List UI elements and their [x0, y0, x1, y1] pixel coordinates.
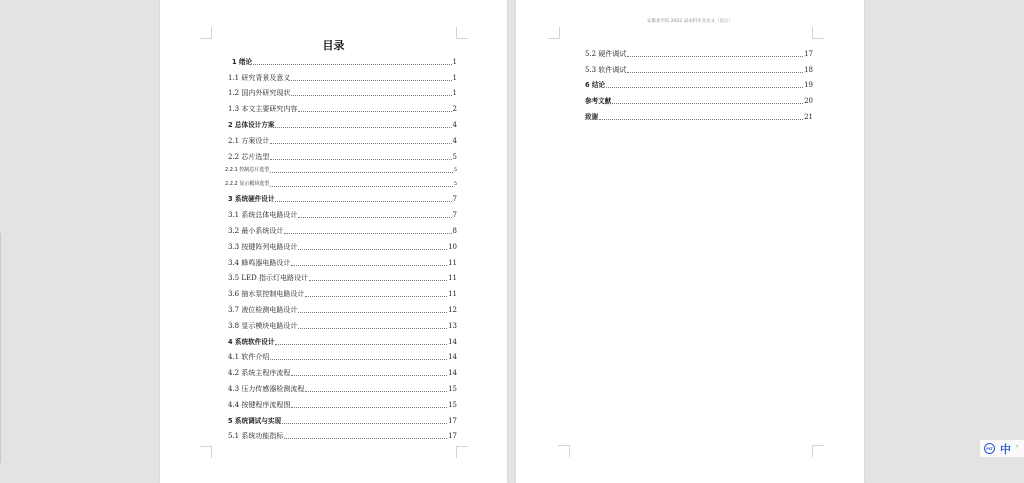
- toc-entry[interactable]: [585, 106, 813, 122]
- toc-leader-dots: [627, 71, 803, 73]
- toc-entry[interactable]: [228, 83, 457, 99]
- toc-entry-page-number: 17: [448, 416, 457, 425]
- left-scroll-rail: [0, 233, 1, 463]
- toc-entry-page-number: 4: [452, 120, 457, 129]
- toc-leader-dots: [291, 406, 447, 408]
- toc-entry-label: 3.7 液位检测电路设计: [228, 305, 298, 314]
- toc-leader-dots: [270, 158, 451, 160]
- toc-leader-dots: [606, 86, 803, 88]
- toc-entry-page-number: 11: [448, 258, 457, 267]
- toc-entry-page-number: 21: [804, 112, 813, 121]
- toc-entry-page-number: 5: [453, 167, 457, 174]
- toc-entry-label: 3.6 抽水泵控制电路设计: [228, 290, 305, 299]
- toc-entry-label: 5.3 软件调试: [585, 65, 627, 74]
- toc-entry-page-number: 17: [448, 432, 457, 441]
- toc-entry-page-number: 13: [448, 321, 457, 330]
- toc-entry-page-number: 14: [448, 337, 457, 346]
- toc-entry-page-number: 5: [452, 152, 457, 161]
- toc-leader-dots: [298, 110, 451, 112]
- margin-corner-mark: [812, 445, 824, 457]
- toc-leader-dots: [305, 390, 447, 392]
- toc-entry[interactable]: [228, 283, 457, 299]
- toc-entry-label: 2.2 芯片选型: [228, 152, 270, 161]
- toc-leader-dots: [275, 343, 447, 345]
- ime-punctuation-icon[interactable]: ': [1016, 444, 1019, 453]
- toc-entry-label: 5 系统调试与实现: [228, 416, 282, 425]
- toc-entry[interactable]: [228, 299, 457, 315]
- toc-leader-dots: [291, 374, 447, 376]
- toc-entry-page-number: 17: [804, 49, 813, 58]
- toc-leader-dots: [298, 248, 447, 250]
- toc-entry[interactable]: [228, 130, 457, 146]
- toc-entry[interactable]: [585, 90, 813, 106]
- toc-entry-label: 1.3 本文主要研究内容: [228, 105, 298, 114]
- toc-entry[interactable]: [228, 331, 457, 347]
- toc-entry-page-number: 11: [448, 274, 457, 283]
- toc-entry-page-number: 18: [804, 65, 813, 74]
- toc-entry-label: 3 系统硬件设计: [228, 195, 275, 204]
- toc-leader-dots: [282, 422, 447, 424]
- toc-leader-dots: [253, 63, 451, 65]
- toc-entry[interactable]: [228, 315, 457, 331]
- toc-leader-dots: [298, 311, 447, 313]
- ime-language-toggle[interactable]: 中: [1000, 442, 1011, 456]
- toc-leader-dots: [612, 102, 803, 104]
- margin-corner-mark: [548, 27, 560, 39]
- toc-leader-dots: [599, 118, 803, 120]
- toc-entry-page-number: 10: [448, 242, 457, 251]
- margin-corner-mark: [812, 27, 824, 39]
- toc-leader-dots: [627, 55, 803, 57]
- toc-entry-label: 3.8 显示模块电路设计: [228, 321, 298, 330]
- toc-entry[interactable]: [228, 51, 457, 67]
- toc-entry-label: 3.4 蜂鸣器电路设计: [228, 258, 291, 267]
- toc-entry-page-number: 14: [448, 353, 457, 362]
- toc-leader-dots: [298, 216, 451, 218]
- toc-entry-label: 4.3 压力传感器检测流程: [228, 384, 305, 393]
- toc-entry[interactable]: [585, 59, 813, 75]
- toc-entry[interactable]: [228, 67, 457, 83]
- toc-entry-page-number: 7: [452, 211, 457, 220]
- toc-leader-dots: [309, 279, 447, 281]
- ime-status-indicator[interactable]: [980, 440, 1024, 457]
- toc-leader-dots: [270, 358, 447, 360]
- toc-leader-dots: [275, 126, 451, 128]
- toc-entry-label: 3.5 LED 指示灯电路设计: [228, 274, 308, 283]
- toc-leader-dots: [275, 200, 451, 202]
- toc-entry[interactable]: [228, 220, 457, 236]
- toc-entry-page-number: 14: [448, 369, 457, 378]
- toc-entry-page-number: 1: [452, 73, 457, 82]
- toc-entry[interactable]: [228, 189, 457, 205]
- margin-corner-mark: [456, 446, 468, 458]
- toc-entry[interactable]: [228, 114, 457, 130]
- toc-entry-page-number: 5: [453, 180, 457, 187]
- toc-leader-dots: [284, 437, 447, 439]
- toc-entry[interactable]: [225, 162, 457, 176]
- toc-entry-page-number: 12: [448, 305, 457, 314]
- toc-entry-label: 2.2.1 控制芯片选型: [225, 167, 270, 174]
- toc-entry-page-number: 1: [452, 57, 457, 66]
- toc-entry[interactable]: [228, 347, 457, 363]
- toc-entry[interactable]: [585, 43, 813, 59]
- toc-entry-label: 4 系统软件设计: [228, 337, 275, 346]
- toc-entry-page-number: 8: [452, 226, 457, 235]
- toc-entry-label: 3.1 系统总体电路设计: [228, 211, 298, 220]
- toc-entry-label: 1 绪论: [232, 57, 253, 66]
- toc-leader-dots: [270, 171, 453, 173]
- toc-entry-page-number: 15: [448, 384, 457, 393]
- toc-entry-label: 1.1 研究背景及意义: [228, 73, 291, 82]
- toc-entry-page-number: 1: [452, 89, 457, 98]
- toc-leader-dots: [298, 327, 447, 329]
- toc-entry[interactable]: [228, 410, 457, 426]
- toc-entry[interactable]: [228, 204, 457, 220]
- document-page-2: [516, 0, 864, 483]
- toc-entry-label: 3.2 最小系统设计: [228, 226, 284, 235]
- toc-entry-label: 2.2.2 显示模块选型: [225, 180, 270, 187]
- document-page-1: [160, 0, 507, 483]
- toc-entry[interactable]: [228, 236, 457, 252]
- toc-entry-label: 5.1 系统功能指标: [228, 432, 284, 441]
- toc-entry-label: 3.3 按键阵列电路设计: [228, 242, 298, 251]
- toc-list: [585, 43, 813, 122]
- margin-corner-mark: [558, 445, 570, 457]
- toc-entry[interactable]: [228, 394, 457, 410]
- toc-entry-page-number: 19: [804, 81, 813, 90]
- toc-entry-label: 5.2 硬件调试: [585, 49, 627, 58]
- toc-leader-dots: [291, 264, 447, 266]
- toc-entry[interactable]: [228, 362, 457, 378]
- toc-entry-page-number: 2: [452, 105, 457, 114]
- toc-entry-label: 参考文献: [585, 97, 612, 106]
- toc-list: [225, 51, 457, 441]
- toc-entry[interactable]: [228, 268, 457, 284]
- toc-entry-page-number: 11: [448, 290, 457, 299]
- running-header: 安徽某学院 2022 届本科毕业论文（设计）: [646, 19, 734, 24]
- toc-title: 目录: [322, 39, 345, 52]
- toc-entry[interactable]: [585, 75, 813, 91]
- toc-leader-dots: [291, 94, 451, 96]
- toc-entry[interactable]: [228, 426, 457, 442]
- toc-entry-label: 4.4 按键程序流程图: [228, 400, 291, 409]
- toc-entry-page-number: 4: [452, 136, 457, 145]
- toc-entry-label: 2.1 方案设计: [228, 136, 270, 145]
- toc-entry[interactable]: [228, 378, 457, 394]
- toc-leader-dots: [291, 79, 451, 81]
- toc-entry[interactable]: [228, 98, 457, 114]
- toc-leader-dots: [305, 295, 447, 297]
- toc-entry-label: 1.2 国内外研究现状: [228, 89, 291, 98]
- toc-entry[interactable]: [228, 252, 457, 268]
- toc-entry-label: 4.1 软件介绍: [228, 353, 270, 362]
- toc-entry-page-number: 15: [448, 400, 457, 409]
- toc-entry-label: 4.2 系统主程序流程: [228, 369, 291, 378]
- ime-logo-icon: PLT: [984, 443, 995, 454]
- toc-entry-label: 6 结论: [585, 81, 606, 90]
- toc-leader-dots: [284, 232, 451, 234]
- toc-entry-page-number: 7: [452, 195, 457, 204]
- toc-entry-page-number: 20: [804, 97, 813, 106]
- toc-entry-label: 致谢: [585, 112, 599, 121]
- margin-corner-mark: [200, 446, 212, 458]
- toc-entry[interactable]: [228, 146, 457, 162]
- toc-leader-dots: [270, 185, 453, 187]
- toc-entry-label: 2 总体设计方案: [228, 120, 275, 129]
- toc-entry[interactable]: [225, 175, 457, 189]
- toc-leader-dots: [270, 142, 451, 144]
